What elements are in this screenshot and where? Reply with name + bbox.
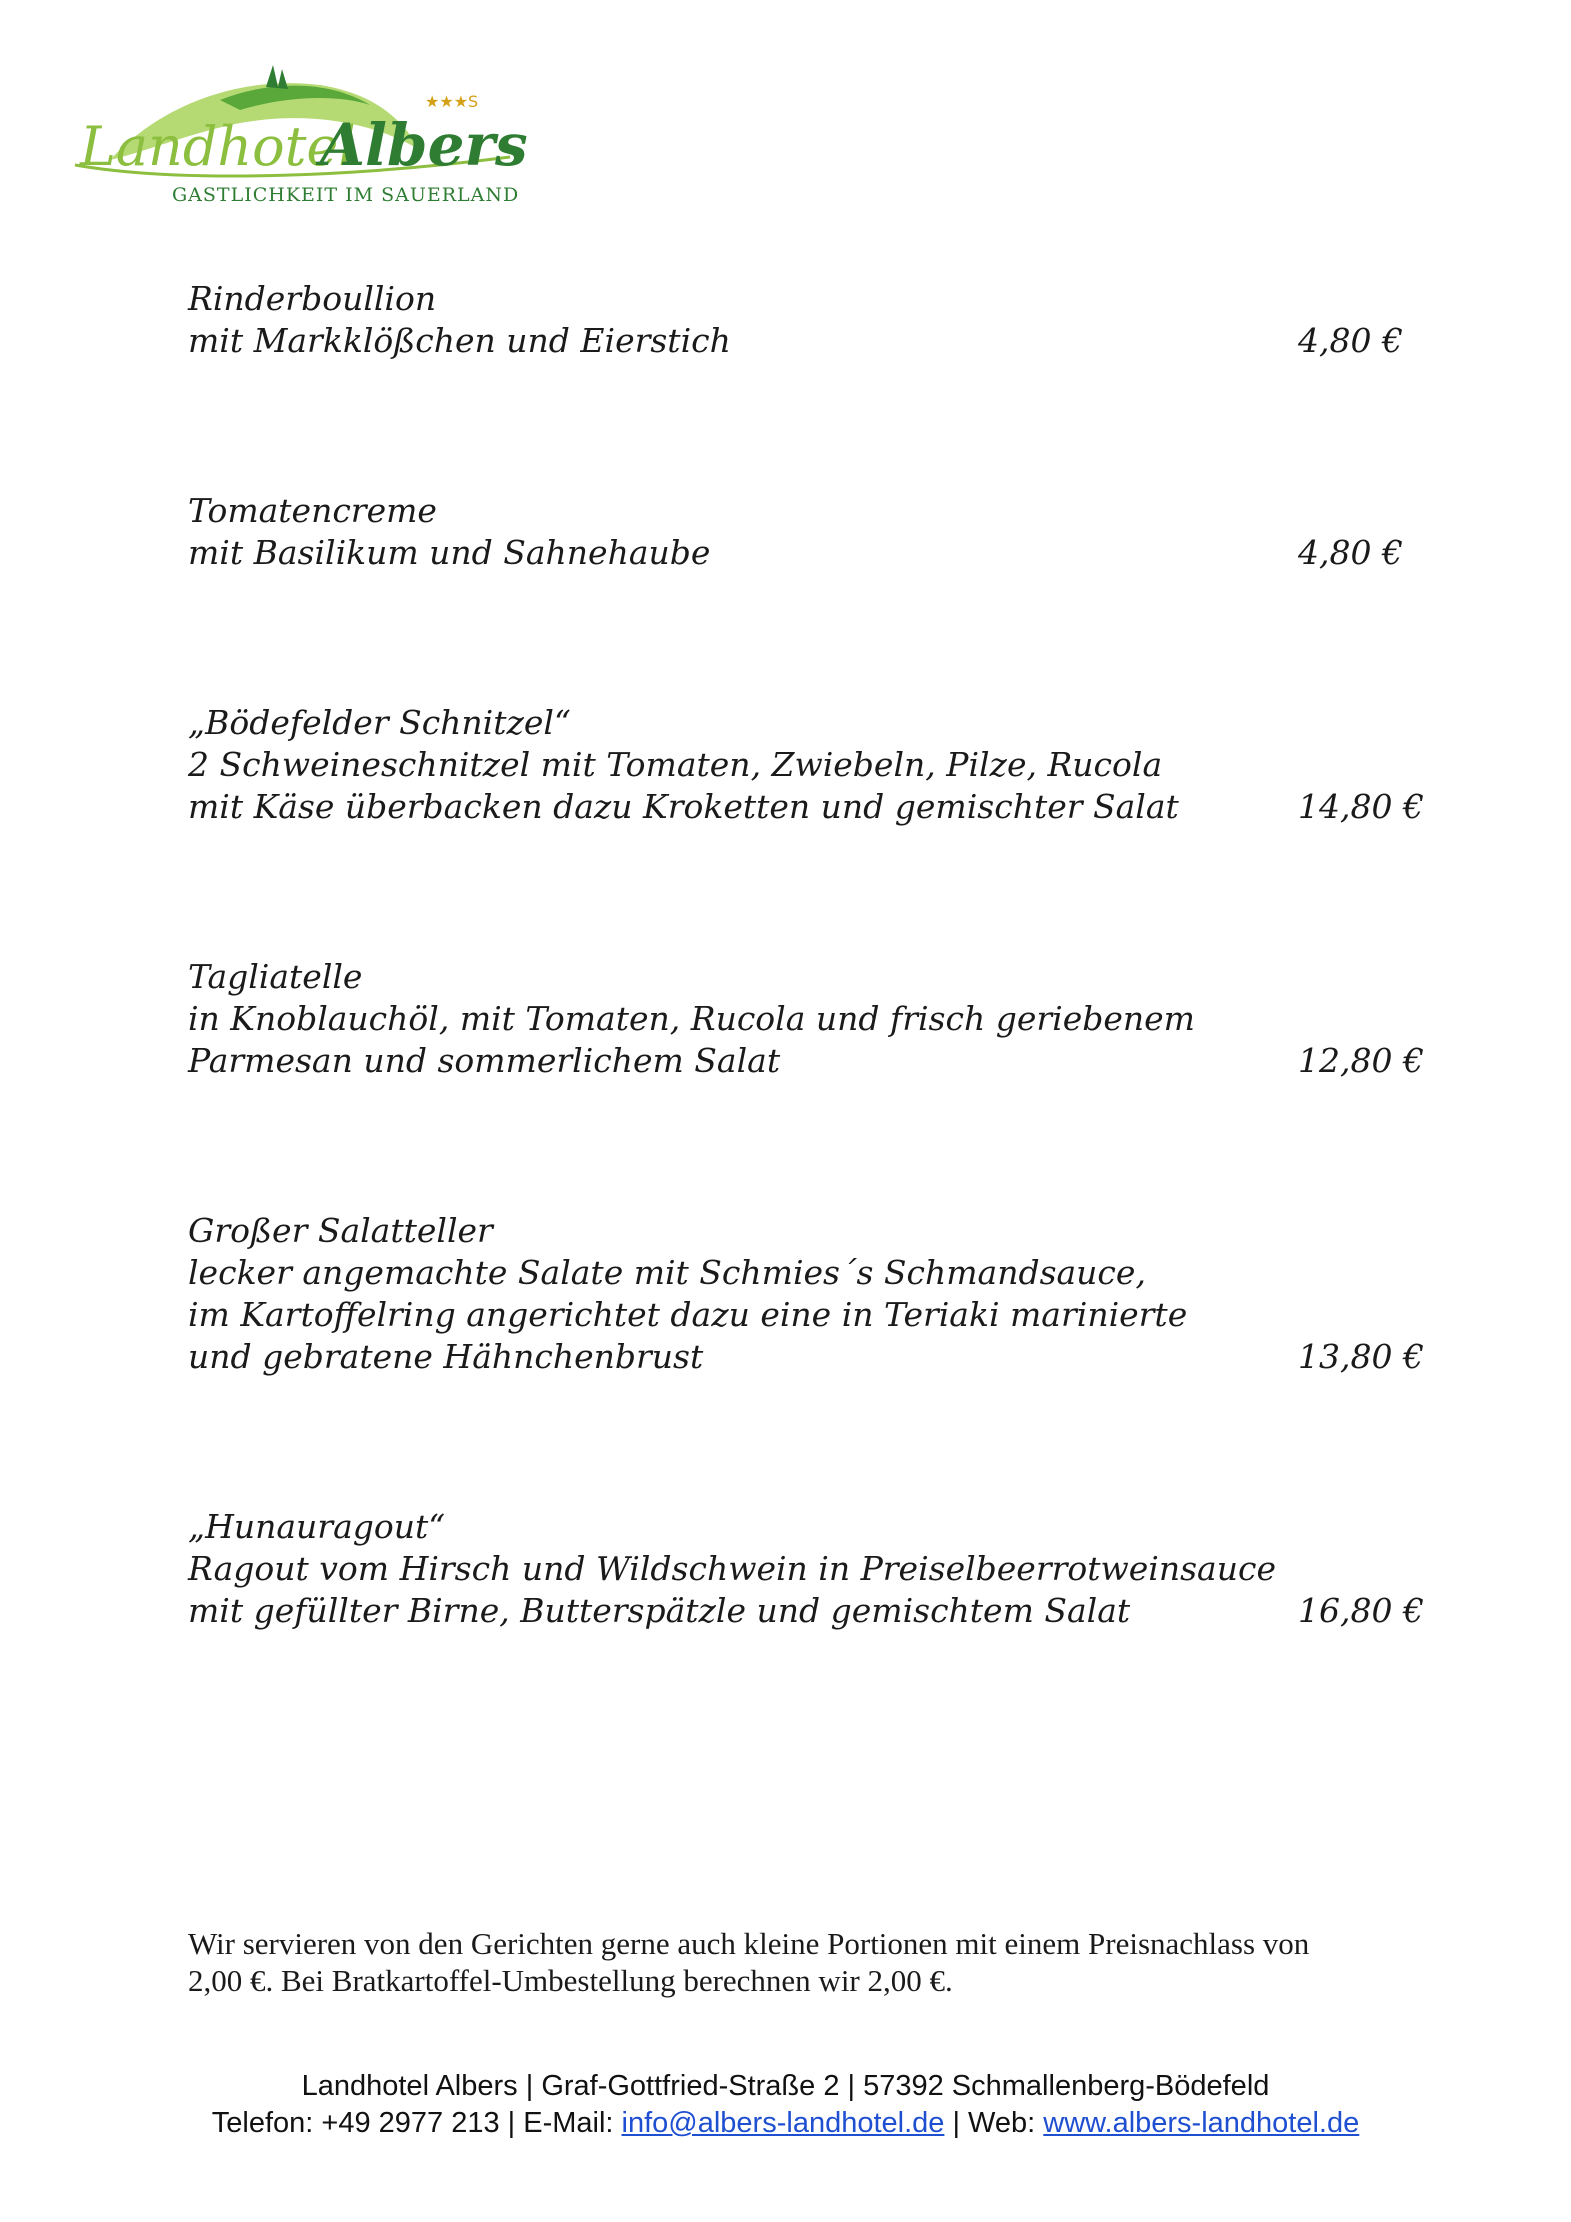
logo-script-right: Albers — [320, 111, 528, 179]
dish-description: Ragout vom Hirsch und Wildschwein in Preiselbeerrotweinsauce — [188, 1549, 1276, 1588]
dish-description: mit Basilikum und Sahnehaube — [188, 533, 711, 572]
dish-price: 4,80 € — [1298, 533, 1403, 572]
menu-item — [188, 1210, 1458, 1378]
dish-price: 14,80 € — [1298, 787, 1424, 826]
dish-description: mit Markklößchen und Eierstich — [188, 321, 731, 360]
footer-phone: Telefon: +49 2977 213 | E-Mail: — [211, 2107, 622, 2139]
menu-item — [188, 956, 1458, 1082]
dish-description: in Knoblauchöl, mit Tomaten, Rucola und frisch geriebenem — [188, 999, 1195, 1038]
dish-description: lecker angemachte Salate mit Schmies´s Schmandsauce, — [188, 1253, 1146, 1292]
email-link[interactable]: info@albers-landhotel.de — [621, 2107, 945, 2139]
dish-price: 12,80 € — [1298, 1041, 1424, 1080]
dish-name: „Bödefelder Schnitzel“ — [188, 703, 571, 742]
footer — [0, 2068, 1571, 2142]
footer-address: Landhotel Albers | Graf-Gottfried-Straße 2 | 57392 Schmallenberg-Bödefeld — [301, 2070, 1270, 2102]
footer-web-label: | Web: — [944, 2107, 1044, 2139]
footer-contact — [0, 2105, 1571, 2142]
menu-item — [188, 702, 1458, 828]
dish-price: 16,80 € — [1298, 1591, 1424, 1630]
note-line: 2,00 €. Bei Bratkartoffel-Umbestellung berechnen wir 2,00 €. — [188, 1963, 953, 1998]
menu-item — [188, 490, 1458, 574]
note-line: Wir servieren von den Gerichten gerne auch kleine Portionen mit einem Preisnachlass von — [188, 1926, 1310, 1961]
portion-note — [188, 1925, 1468, 1999]
dish-description: 2 Schweineschnitzel mit Tomaten, Zwiebeln, Pilze, Rucola — [188, 745, 1163, 784]
dish-price: 13,80 € — [1298, 1337, 1424, 1376]
dish-price: 4,80 € — [1298, 321, 1403, 360]
dish-name: „Hunauragout“ — [188, 1507, 446, 1546]
logo-tagline: GASTLICHKEIT IM SAUERLAND — [172, 184, 520, 206]
logo-stars: ★★★S — [425, 92, 479, 111]
dish-description: im Kartoffelring angerichtet dazu eine in Teriaki marinierte — [188, 1295, 1188, 1334]
dish-name: Tagliatelle — [188, 957, 363, 996]
dish-name: Großer Salatteller — [188, 1211, 493, 1250]
menu-item — [188, 278, 1458, 362]
dish-description: und gebratene Hähnchenbrust — [188, 1337, 704, 1376]
dish-description: Parmesan und sommerlichem Salat — [188, 1041, 781, 1080]
dish-name: Rinderboullion — [188, 279, 437, 318]
logo-script-left: Landhotel — [80, 115, 356, 178]
dish-description: mit Käse überbacken dazu Kroketten und gemischter Salat — [188, 787, 1179, 826]
menu-item — [188, 1506, 1458, 1632]
dish-name: Tomatencreme — [188, 491, 437, 530]
website-link[interactable]: www.albers-landhotel.de — [1043, 2107, 1360, 2139]
dish-description: mit gefüllter Birne, Butterspätzle und gemischtem Salat — [188, 1591, 1131, 1630]
